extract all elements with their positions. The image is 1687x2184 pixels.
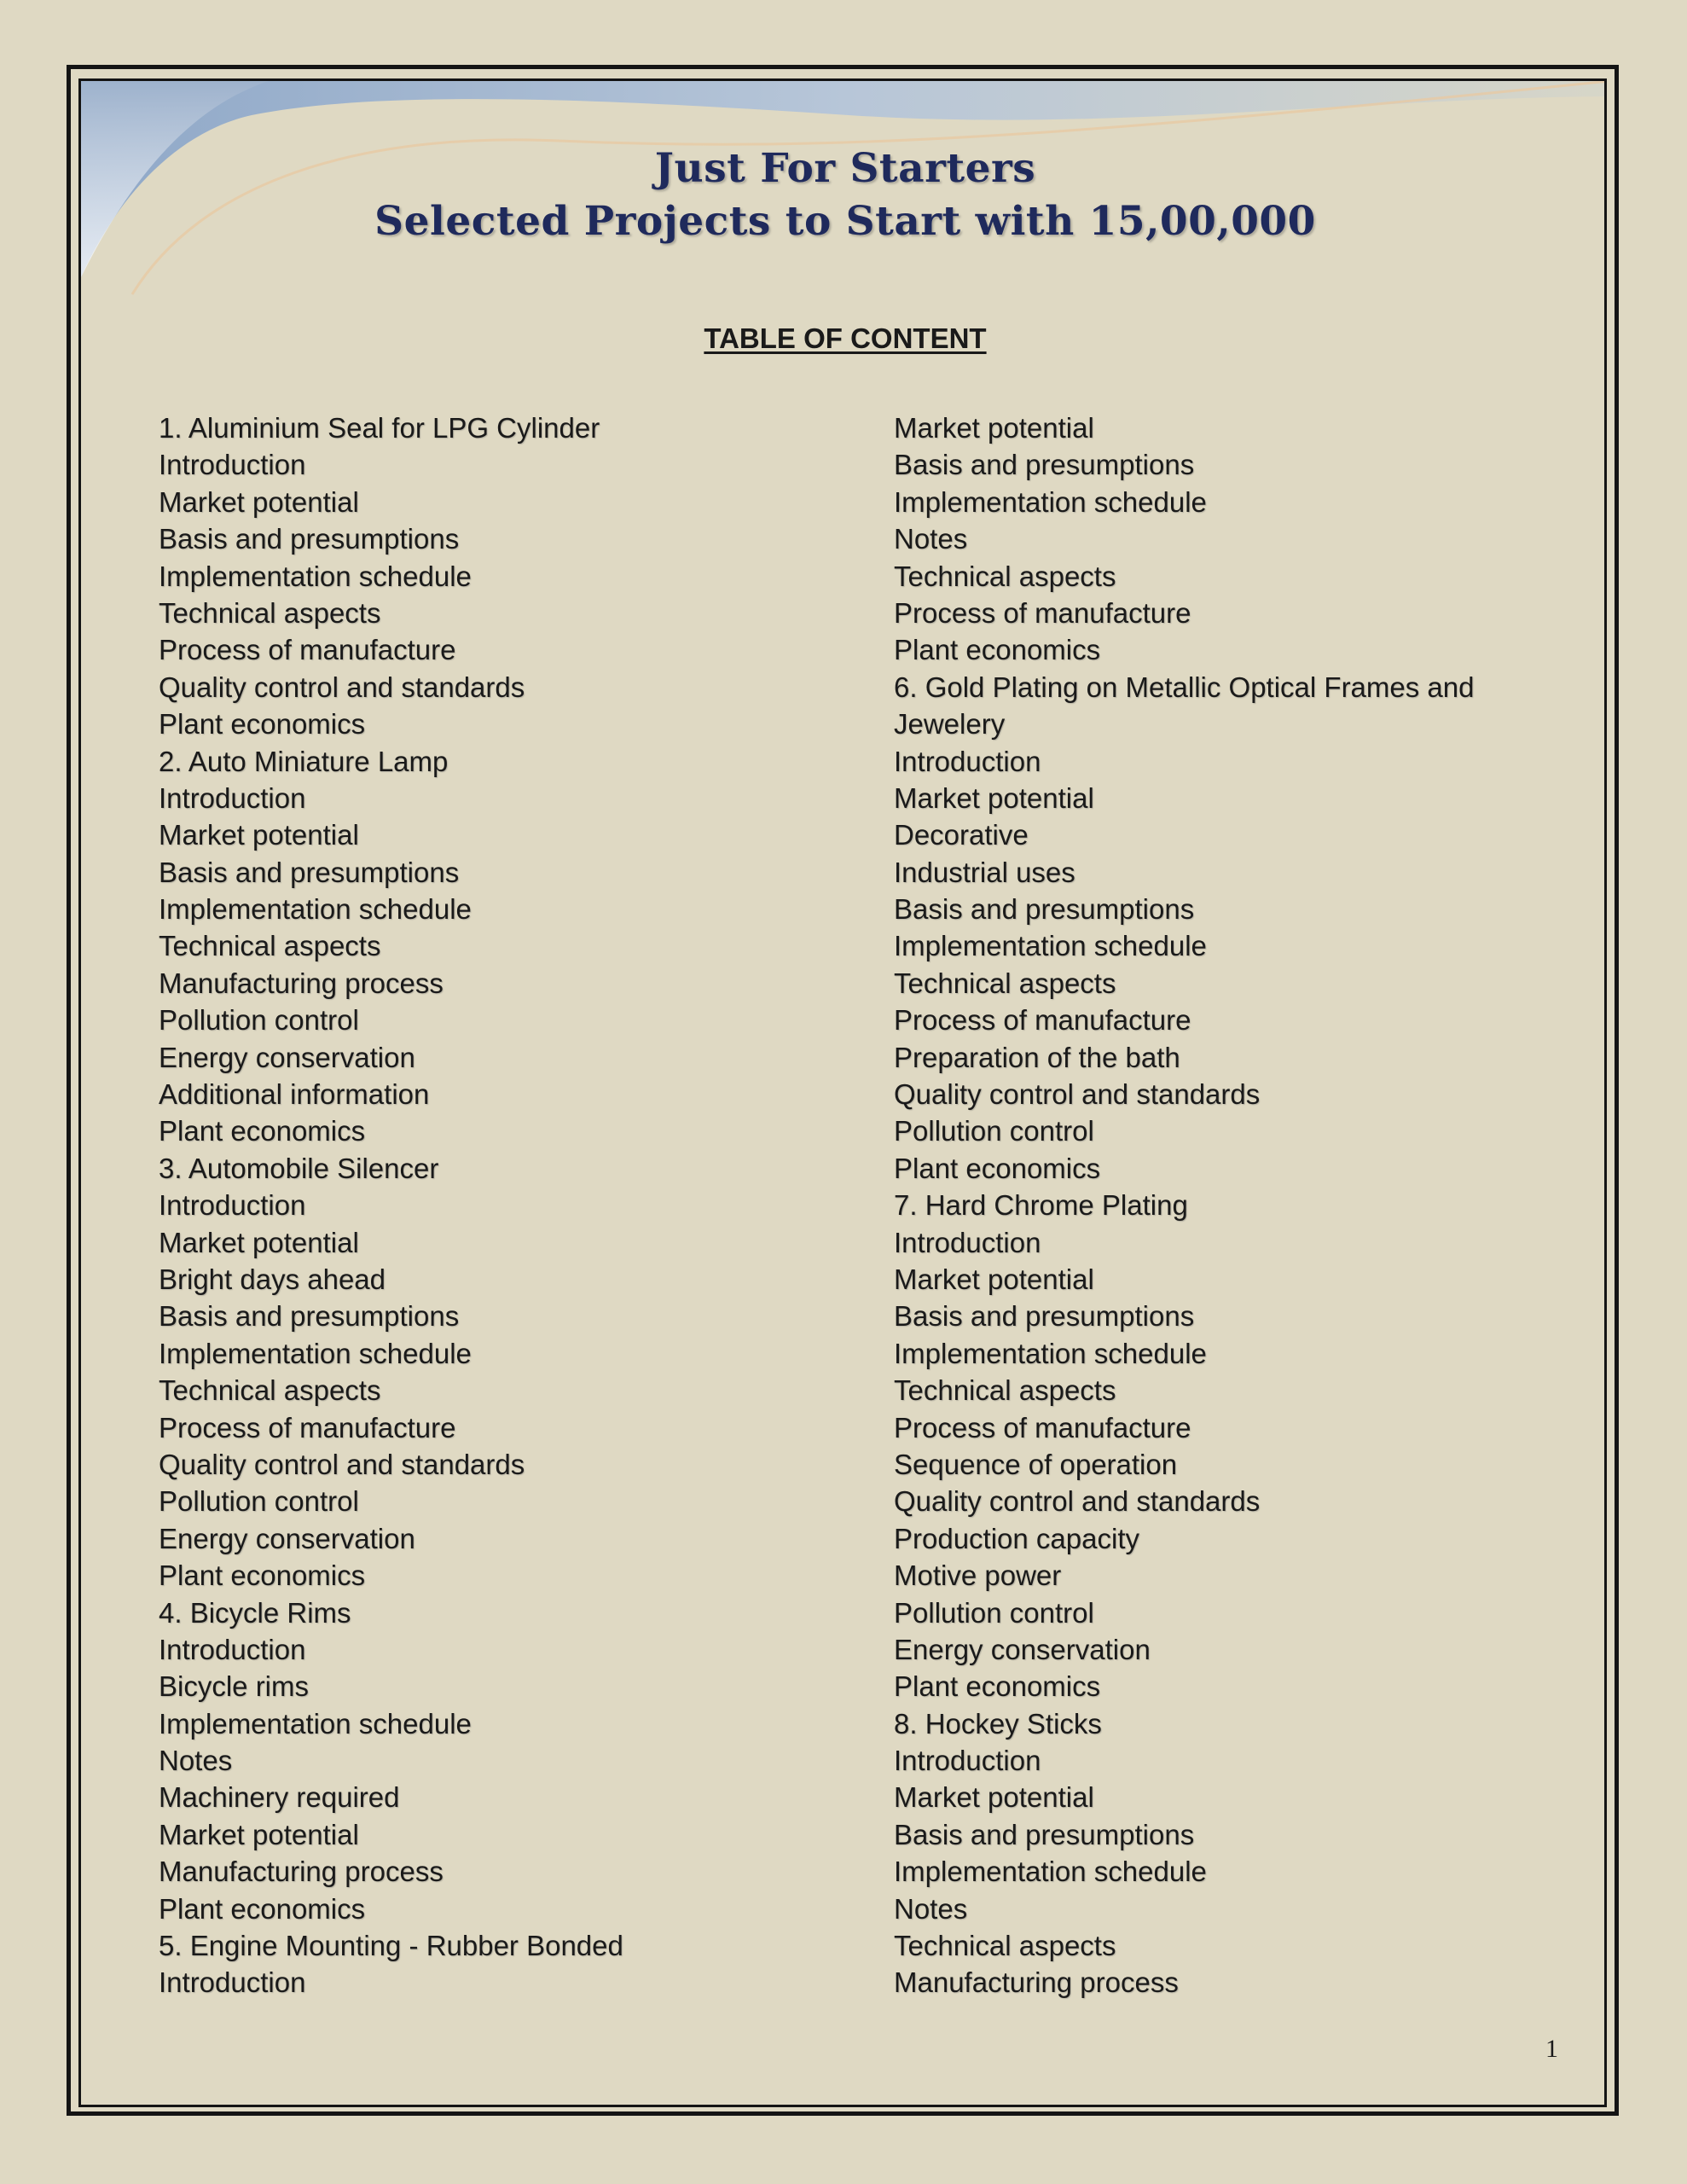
toc-entry: Technical aspects xyxy=(159,930,381,962)
document-title: Just For Starters xyxy=(654,145,1036,192)
toc-entry: Market potential xyxy=(159,485,359,518)
toc-entry: Jewelery xyxy=(894,708,1006,741)
toc-entry: Implementation schedule xyxy=(159,893,472,926)
toc-entry: Implementation schedule xyxy=(894,485,1207,518)
toc-entry: Implementation schedule xyxy=(894,930,1207,962)
toc-entry: Pollution control xyxy=(159,1485,359,1518)
toc-entry: Plant economics xyxy=(894,1152,1101,1184)
toc-section-title: 3. Automobile Silencer xyxy=(159,1152,439,1184)
toc-entry: Plant economics xyxy=(159,1115,366,1147)
toc-entry: Plant economics xyxy=(894,1670,1101,1703)
toc-entry: Production capacity xyxy=(894,1522,1139,1554)
toc-entry: Implementation schedule xyxy=(894,1337,1207,1369)
document-subtitle: Selected Projects to Start with 15,00,000 xyxy=(374,198,1316,245)
toc-entry: Introduction xyxy=(894,745,1041,777)
header-swoosh-decoration xyxy=(81,81,1607,422)
toc-section-title: 4. Bicycle Rims xyxy=(159,1596,351,1629)
toc-entry: Technical aspects xyxy=(159,1374,381,1407)
toc-entry: Process of manufacture xyxy=(159,1411,456,1443)
toc-section-title: 5. Engine Mounting - Rubber Bonded xyxy=(159,1930,623,1962)
page-border-inner xyxy=(78,78,1607,2107)
toc-entry: Introduction xyxy=(159,1966,306,1999)
toc-entry: Energy conservation xyxy=(159,1522,415,1554)
toc-entry: Quality control and standards xyxy=(159,671,525,703)
toc-entry: Basis and presumptions xyxy=(159,1300,460,1333)
toc-entry: Quality control and standards xyxy=(894,1485,1261,1518)
toc-entry: Implementation schedule xyxy=(159,1707,472,1740)
toc-section-title: 7. Hard Chrome Plating xyxy=(894,1189,1188,1222)
toc-entry: Basis and presumptions xyxy=(159,856,460,888)
toc-entry: Technical aspects xyxy=(894,1374,1116,1407)
toc-entry: Basis and presumptions xyxy=(894,1300,1195,1333)
toc-entry: Plant economics xyxy=(894,634,1101,666)
toc-entry: Notes xyxy=(894,523,968,555)
toc-entry: Market potential xyxy=(894,412,1094,444)
toc-entry: Introduction xyxy=(159,1633,306,1665)
toc-entry: Notes xyxy=(159,1745,233,1777)
toc-entry: Basis and presumptions xyxy=(894,893,1195,926)
toc-entry: Technical aspects xyxy=(159,596,381,629)
toc-entry: Process of manufacture xyxy=(894,1004,1191,1037)
toc-entry: Technical aspects xyxy=(894,967,1116,999)
toc-entry: Introduction xyxy=(159,781,306,814)
toc-entry: Market potential xyxy=(159,819,359,851)
toc-entry: Market potential xyxy=(894,1781,1094,1814)
toc-entry: Pollution control xyxy=(894,1115,1094,1147)
toc-entry: Market potential xyxy=(894,781,1094,814)
toc-entry: Basis and presumptions xyxy=(894,449,1195,481)
toc-entry: Basis and presumptions xyxy=(159,523,460,555)
toc-entry: Decorative xyxy=(894,819,1029,851)
toc-entry: Introduction xyxy=(894,1226,1041,1258)
toc-entry: Manufacturing process xyxy=(159,967,443,999)
toc-entry: Introduction xyxy=(159,1189,306,1222)
toc-entry: Additional information xyxy=(159,1078,430,1111)
toc-entry: Basis and presumptions xyxy=(894,1818,1195,1850)
toc-section-title: 6. Gold Plating on Metallic Optical Frames and xyxy=(894,671,1475,703)
toc-entry: Implementation schedule xyxy=(159,1337,472,1369)
toc-entry: Process of manufacture xyxy=(894,596,1191,629)
toc-entry: Technical aspects xyxy=(894,560,1116,592)
toc-entry: Machinery required xyxy=(159,1781,400,1814)
toc-entry: Market potential xyxy=(894,1263,1094,1295)
toc-entry: Sequence of operation xyxy=(894,1448,1178,1480)
toc-entry: Plant economics xyxy=(159,1560,366,1592)
toc-entry: Energy conservation xyxy=(894,1633,1151,1665)
toc-entry: Market potential xyxy=(159,1226,359,1258)
toc-entry: Process of manufacture xyxy=(159,634,456,666)
toc-entry: Notes xyxy=(894,1892,968,1925)
toc-entry: Implementation schedule xyxy=(159,560,472,592)
toc-entry: Manufacturing process xyxy=(894,1966,1179,1999)
toc-entry: Introduction xyxy=(159,449,306,481)
toc-entry: Quality control and standards xyxy=(159,1448,525,1480)
document-title-block xyxy=(81,142,1607,248)
toc-entry: Technical aspects xyxy=(894,1930,1116,1962)
toc-entry: Market potential xyxy=(159,1818,359,1850)
toc-entry: Pollution control xyxy=(894,1596,1094,1629)
toc-section-title: 8. Hockey Sticks xyxy=(894,1707,1102,1740)
toc-entry: Plant economics xyxy=(159,1892,366,1925)
toc-entry: Motive power xyxy=(894,1560,1062,1592)
toc-entry: Implementation schedule xyxy=(894,1856,1207,1888)
toc-entry: Manufacturing process xyxy=(159,1856,443,1888)
toc-left-column xyxy=(159,410,858,2001)
toc-entry: Bright days ahead xyxy=(159,1263,386,1295)
toc-section-title: 2. Auto Miniature Lamp xyxy=(159,745,449,777)
page-number: 1 xyxy=(1545,2035,1558,2063)
toc-right-column xyxy=(894,410,1576,2001)
toc-entry: Pollution control xyxy=(159,1004,359,1037)
toc-heading: TABLE OF CONTENT xyxy=(704,322,987,354)
toc-entry: Energy conservation xyxy=(159,1041,415,1073)
toc-entry: Preparation of the bath xyxy=(894,1041,1180,1073)
toc-entry: Quality control and standards xyxy=(894,1078,1261,1111)
toc-entry: Plant economics xyxy=(159,708,366,741)
toc-entry: Introduction xyxy=(894,1745,1041,1777)
toc-entry: Industrial uses xyxy=(894,856,1075,888)
toc-entry: Bicycle rims xyxy=(159,1670,310,1703)
toc-entry: Process of manufacture xyxy=(894,1411,1191,1443)
toc-section-title: 1. Aluminium Seal for LPG Cylinder xyxy=(159,412,600,444)
